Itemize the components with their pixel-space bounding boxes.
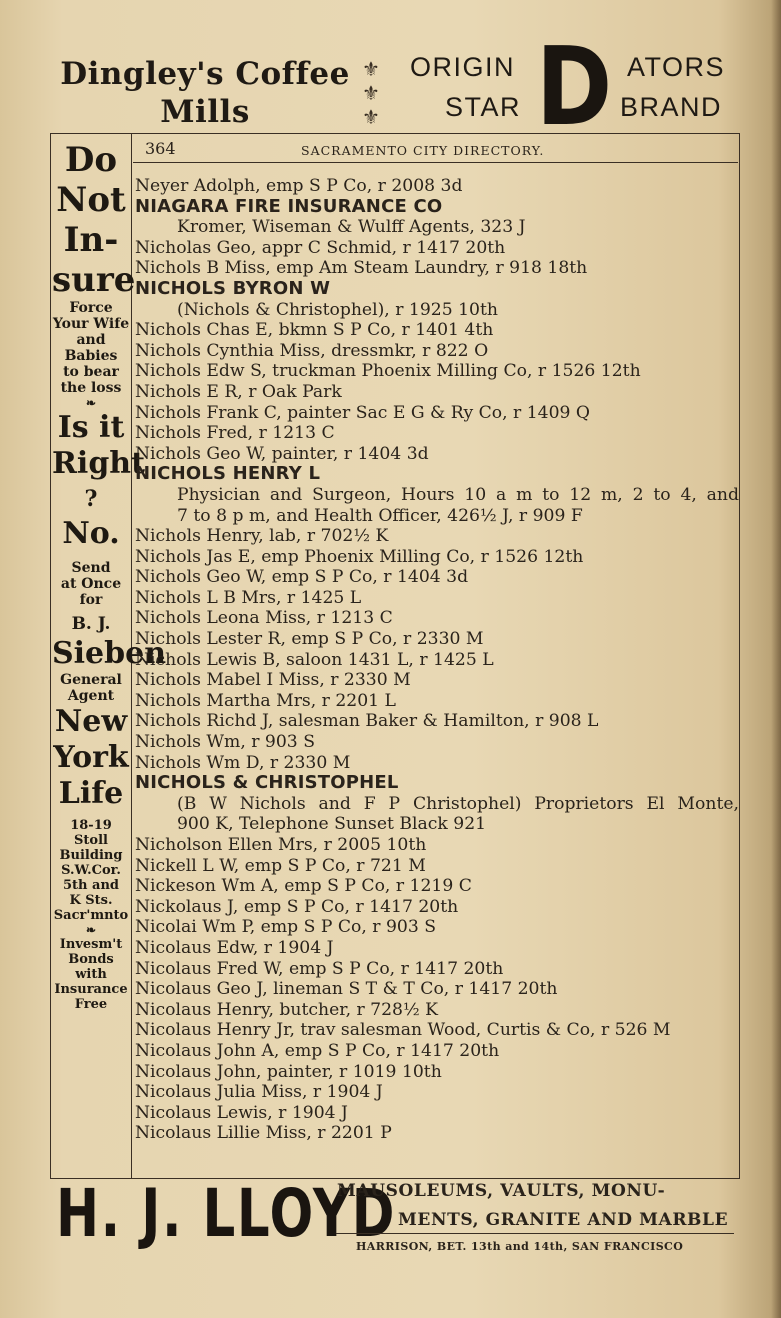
directory-entry: Kromer, Wiseman & Wulff Agents, 323 J xyxy=(177,217,526,238)
directory-entry: Nichols Mabel I Miss, r 2330 M xyxy=(135,670,411,691)
side-ad-line: K Sts. xyxy=(69,893,113,908)
directory-entry: Nichols Cynthia Miss, dressmkr, r 822 O xyxy=(135,340,489,361)
page-number: 364 xyxy=(145,139,176,158)
directory-entry: Nicolaus Lillie Miss, r 2201 P xyxy=(135,1123,392,1144)
side-ad-line: for xyxy=(79,592,103,608)
directory-entry: Nicolaus Henry, butcher, r 728½ K xyxy=(135,999,438,1020)
side-ad-line: Do xyxy=(64,140,118,180)
directory-entry: Nichols Fred, r 1213 C xyxy=(135,423,335,444)
directory-entry: Nicholas Geo, appr C Schmid, r 1417 20th xyxy=(135,237,506,258)
side-ad-line: S.W.Cor. xyxy=(61,863,121,878)
leaf-ornament-icon: ❧ xyxy=(85,923,97,937)
directory-entry: Nichols Wm D, r 2330 M xyxy=(135,752,351,773)
directory-entry: Nichols Lewis B, saloon 1431 L, r 1425 L xyxy=(135,649,494,670)
directory-entry: Nicholson Ellen Mrs, r 2005 10th xyxy=(135,835,427,855)
directory-entry: Nicolaus Edw, r 1904 J xyxy=(135,937,334,958)
header-coffee-line1: Dingley's Coffee xyxy=(60,56,350,92)
side-ad-line: York xyxy=(53,740,129,775)
footer-ad-line2: MENTS, GRANITE AND MARBLE xyxy=(398,1210,729,1230)
side-ad-line: Force xyxy=(69,300,113,316)
side-ad-line: Agent xyxy=(67,688,115,704)
side-ad-line: Your Wife xyxy=(52,316,130,332)
side-ad-line: Sacr'mnto xyxy=(53,908,129,923)
side-ad-line: Babies xyxy=(64,348,118,364)
side-ad-line: Free xyxy=(74,997,108,1012)
side-ad-line: 5th and xyxy=(63,878,119,893)
side-ad-line: at Once xyxy=(60,576,122,592)
directory-entry: Nicolai Wm P, emp S P Co, r 903 S xyxy=(135,917,436,938)
directory-entry: Nicolaus John A, emp S P Co, r 1417 20th xyxy=(135,1040,500,1061)
directory-entries xyxy=(135,176,739,1144)
directory-entry: Nichols Henry, lab, r 702½ K xyxy=(135,526,389,547)
side-ad-line: to bear xyxy=(63,364,119,380)
directory-entry: Nichols Frank C, painter Sac E G & Ry Co, r 1409 Q xyxy=(135,402,591,423)
header-big-letter: D xyxy=(536,25,613,150)
side-ad-line: No. xyxy=(62,516,120,551)
side-ad-line: Life xyxy=(58,776,124,811)
directory-entry: Nichols Richd J, salesman Baker & Hamilton, r 908 L xyxy=(135,711,599,732)
side-ad-line: Building xyxy=(59,848,123,863)
directory-entry: Nichols E R, r Oak Park xyxy=(135,381,342,402)
header-originators-part1: ORIGIN xyxy=(410,52,516,82)
header-brand: BRAND xyxy=(620,92,723,122)
directory-entry: Nicolaus Fred W, emp S P Co, r 1417 20th xyxy=(135,958,504,979)
running-head xyxy=(133,136,738,163)
side-ad-line: Sieben xyxy=(52,636,167,671)
footer-ad-name: H. J. LLOYD xyxy=(56,1175,397,1252)
directory-entry-heading: NICHOLS HENRY L xyxy=(135,464,321,485)
directory-entry: Physician and Surgeon, Hours 10 a m to 12 m, 2 to 4, and xyxy=(177,484,739,505)
side-ad-line: the loss xyxy=(60,380,122,396)
side-ad-line: Send xyxy=(71,560,111,576)
directory-entry: Nickell L W, emp S P Co, r 721 M xyxy=(135,855,426,876)
page-spine-shadow xyxy=(771,0,781,1318)
directory-entry: Nickeson Wm A, emp S P Co, r 1219 C xyxy=(135,876,472,897)
directory-entry: Nicolaus Geo J, lineman S T & T Co, r 1417 20th xyxy=(135,979,558,1000)
directory-entry: 900 K, Telephone Sunset Black 921 xyxy=(177,814,487,835)
side-ad-line: Invesm't xyxy=(59,937,123,952)
side-ad-line: Bonds xyxy=(68,952,114,967)
footer-rule xyxy=(336,1233,734,1234)
side-ad-line: In- xyxy=(63,220,119,260)
directory-entry: Nichols B Miss, emp Am Steam Laundry, r 918 18th xyxy=(135,258,588,279)
running-head-title: SACRAMENTO CITY DIRECTORY. xyxy=(301,143,545,158)
side-ad-line: General xyxy=(60,672,122,688)
directory-entry: Nicolaus Julia Miss, r 1904 J xyxy=(135,1082,383,1103)
side-ad-line: New xyxy=(54,704,128,739)
header-fleur-icon: ⚜ ⚜ ⚜ xyxy=(362,57,380,129)
header-ad-coffee xyxy=(55,55,355,131)
directory-entry: Nicolaus Henry Jr, trav salesman Wood, Curtis & Co, r 526 M xyxy=(135,1020,671,1041)
directory-entry: Nichols Geo W, painter, r 1404 3d xyxy=(135,443,429,464)
directory-entry: Nicolaus John, painter, r 1019 10th xyxy=(135,1061,442,1082)
directory-entry: Nichols Geo W, emp S P Co, r 1404 3d xyxy=(135,567,469,588)
directory-entry: Nichols Chas E, bkmn S P Co, r 1401 4th xyxy=(135,320,494,341)
side-ad-line: sure xyxy=(52,260,136,300)
header-originators-part2: ATORS xyxy=(627,52,726,82)
directory-entry: Nichols Edw S, truckman Phoenix Milling Co, r 1526 12th xyxy=(135,361,641,382)
directory-entry-heading: NIAGARA FIRE INSURANCE CO xyxy=(135,196,443,217)
footer-ad-address: HARRISON, BET. 13th and 14th, SAN FRANCISCO xyxy=(356,1240,684,1253)
side-ad-line: and xyxy=(76,332,106,348)
directory-entry: Nicolaus Lewis, r 1904 J xyxy=(135,1102,348,1123)
directory-entry: (Nichols & Christophel), r 1925 10th xyxy=(177,299,498,320)
leaf-ornament-icon: ❧ xyxy=(85,396,97,410)
directory-entry: Nichols Wm, r 903 S xyxy=(135,732,315,753)
directory-entry: Neyer Adolph, emp S P Co, r 2008 3d xyxy=(135,176,463,196)
directory-entry: Nichols Martha Mrs, r 2201 L xyxy=(135,690,396,711)
side-ad-line: with xyxy=(75,967,107,982)
directory-entry: Nichols L B Mrs, r 1425 L xyxy=(135,587,362,608)
footer-ad-line1: MAUSOLEUMS, VAULTS, MONU- xyxy=(337,1181,666,1201)
directory-entry: Nichols Lester R, emp S P Co, r 2330 M xyxy=(135,629,484,650)
directory-entry: Nickolaus J, emp S P Co, r 1417 20th xyxy=(135,896,459,917)
side-ad-line: Insurance xyxy=(54,982,128,997)
side-ad-line: Is it xyxy=(57,410,125,445)
directory-entry: (B W Nichols and F P Christophel) Proprietors El Monte, xyxy=(177,793,739,814)
side-ad-line: Not xyxy=(56,180,126,220)
directory-entry-heading: NICHOLS & CHRISTOPHEL xyxy=(135,773,399,794)
side-ad-line: B. J. xyxy=(71,614,111,634)
directory-entry: Nichols Jas E, emp Phoenix Milling Co, r 1526 12th xyxy=(135,546,584,567)
directory-entry: 7 to 8 p m, and Health Officer, 426½ J, r 909 F xyxy=(177,505,583,526)
side-ad-line: 18-19 xyxy=(70,818,112,833)
header-coffee-line2: Mills xyxy=(160,94,250,130)
side-ad-line: ? xyxy=(84,486,98,512)
directory-entry: Nichols Leona Miss, r 1213 C xyxy=(135,608,393,629)
directory-entry-heading: NICHOLS BYRON W xyxy=(135,278,331,299)
side-ad-line: Stoll xyxy=(74,833,108,848)
side-ad-line: Right xyxy=(52,446,145,481)
header-star: STAR xyxy=(445,92,522,122)
